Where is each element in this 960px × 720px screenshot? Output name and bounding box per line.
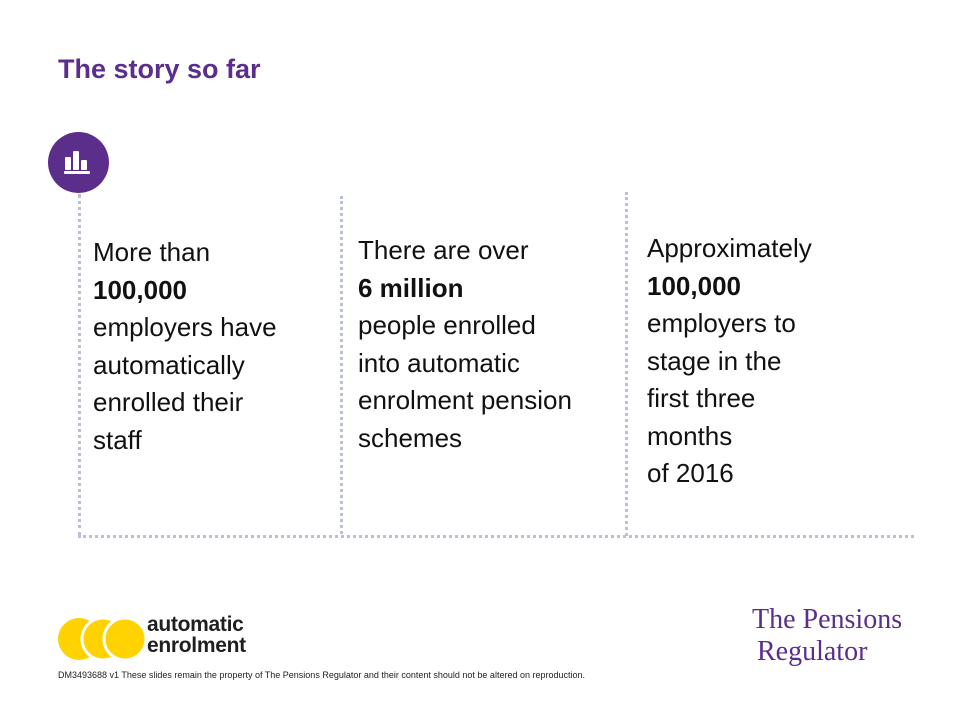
stat-line: stage in the: [647, 345, 782, 376]
stat-line: of 2016: [647, 458, 734, 488]
stat-line: automatically: [93, 349, 245, 380]
divider-middle-1: [340, 196, 343, 534]
stat-line: months: [647, 420, 733, 451]
stat-line: There are over: [358, 235, 529, 265]
stat-line: Approximately: [647, 233, 812, 263]
stat-column-people-enrolled: [358, 232, 620, 457]
stat-figure: 6 million: [358, 272, 464, 303]
wordmark-line: Regulator: [757, 636, 868, 667]
divider-bottom: [78, 535, 914, 538]
bar-chart-badge: [48, 132, 109, 193]
footer-disclaimer: DM3493688 v1 These slides remain the property of The Pensions Regulator and their content should not be altered on reproduction.: [58, 670, 585, 680]
wordmark-line: automatic: [147, 613, 244, 636]
stat-line: employers to: [647, 308, 796, 338]
stat-line: into automatic: [358, 347, 520, 378]
pensions-regulator-logo: [752, 604, 902, 668]
divider-left: [78, 194, 81, 536]
stat-line: first three: [647, 383, 756, 413]
wordmark-line: enrolment: [147, 634, 246, 657]
automatic-enrolment-wordmark: [147, 614, 246, 656]
divider-middle-2: [625, 192, 628, 536]
stat-line: schemes: [358, 422, 463, 453]
stat-line: people enrolled: [358, 310, 536, 340]
stat-line: More than: [93, 237, 211, 267]
stat-line: enrolled their: [93, 387, 244, 417]
stat-column-employers-staging: [647, 230, 907, 493]
slide-title: The story so far: [58, 54, 261, 84]
stat-line: employers have: [93, 312, 277, 342]
stat-line: enrolment pension: [358, 385, 572, 415]
bar-chart-icon: [48, 132, 109, 193]
wordmark-line: The Pensions: [752, 604, 903, 635]
stat-figure: 100,000: [647, 270, 741, 301]
stat-line: staff: [93, 424, 142, 455]
stat-column-employers-enrolled: [93, 234, 333, 459]
stat-figure: 100,000: [93, 274, 187, 305]
